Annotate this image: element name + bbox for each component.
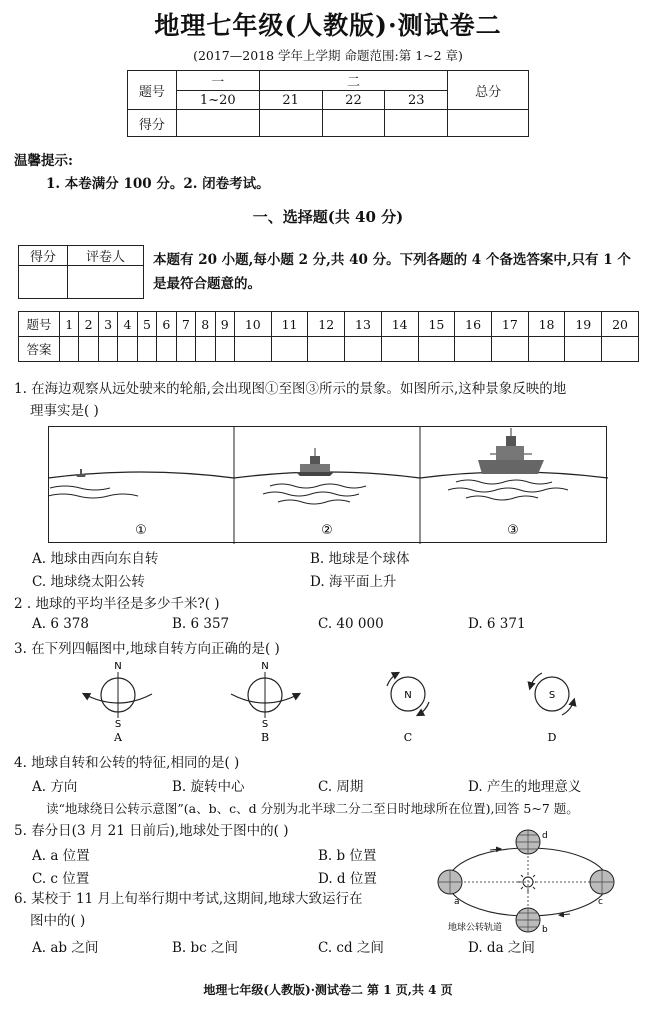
grader-reviewer-label: 评卷人 xyxy=(68,246,144,266)
answer-table-number: 9 xyxy=(215,312,234,337)
svg-text:A: A xyxy=(114,731,122,744)
answer-cell[interactable] xyxy=(118,337,137,362)
svg-text:C: C xyxy=(403,731,413,744)
answer-table-number: 20 xyxy=(602,312,639,337)
svg-text:N: N xyxy=(114,661,122,672)
answer-table-number: 15 xyxy=(418,312,455,337)
answer-table-number: 12 xyxy=(308,312,345,337)
q4-option-b[interactable]: B. 旋转中心 xyxy=(172,779,245,795)
rotation-figure-d[interactable] xyxy=(530,673,574,744)
score-table-group2: 二 xyxy=(259,71,447,91)
tips-heading: 温馨提示: xyxy=(14,153,73,169)
earth-icon xyxy=(438,870,462,894)
panel-label-1: ① xyxy=(135,523,147,538)
answer-table-number: 6 xyxy=(157,312,176,337)
score-table-group1: 一 xyxy=(176,71,259,91)
answer-table-number: 7 xyxy=(176,312,195,337)
grader-reviewer-cell[interactable] xyxy=(68,266,144,299)
orbit-position-d: d xyxy=(542,831,548,841)
svg-text:N: N xyxy=(404,690,412,701)
answer-table-number: 18 xyxy=(528,312,565,337)
q5-option-a[interactable]: A. a 位置 xyxy=(32,848,90,864)
answer-cell[interactable] xyxy=(528,337,565,362)
answer-cell[interactable] xyxy=(308,337,345,362)
grader-score-cell[interactable] xyxy=(19,266,68,299)
answer-cell[interactable] xyxy=(215,337,234,362)
answer-cell[interactable] xyxy=(79,337,98,362)
q6-option-c[interactable]: C. cd 之间 xyxy=(318,940,384,956)
score-cell[interactable] xyxy=(448,110,529,137)
answer-cell[interactable] xyxy=(491,337,528,362)
q6-option-d[interactable]: D. da 之间 xyxy=(468,940,535,956)
q5-option-b[interactable]: B. b 位置 xyxy=(318,848,377,864)
section-title: 一、选择题(共 40 分) xyxy=(252,208,404,226)
answer-table-number: 2 xyxy=(79,312,98,337)
ship-icon xyxy=(76,469,86,477)
q1-option-d[interactable]: D. 海平面上升 xyxy=(310,574,397,590)
figure-panel-1 xyxy=(48,469,234,498)
answer-table-number-label: 题号 xyxy=(19,312,60,337)
svg-text:N: N xyxy=(261,661,269,672)
q4-option-a[interactable]: A. 方向 xyxy=(32,779,78,795)
score-table-score-label: 得分 xyxy=(128,110,177,137)
score-table-total: 总分 xyxy=(448,71,529,110)
answer-cell[interactable] xyxy=(60,337,79,362)
answer-cell[interactable] xyxy=(565,337,602,362)
answer-cell[interactable] xyxy=(176,337,195,362)
orbit-position-c: c xyxy=(598,897,603,907)
answer-cell[interactable] xyxy=(157,337,176,362)
svg-text:S: S xyxy=(114,719,122,730)
panel-label-2: ② xyxy=(321,523,333,538)
answer-cell[interactable] xyxy=(602,337,639,362)
figure-panel-2 xyxy=(234,448,420,504)
answer-table-number: 17 xyxy=(491,312,528,337)
page-subtitle: (2017—2018 学年上学期 命题范围:第 1~2 章) xyxy=(193,48,463,63)
svg-text:B: B xyxy=(260,731,270,744)
q1-option-a[interactable]: A. 地球由西向东自转 xyxy=(32,551,159,567)
figure-panel-3 xyxy=(420,428,608,500)
grader-box xyxy=(18,245,144,299)
q2-option-b[interactable]: B. 6 357 xyxy=(172,616,230,632)
answer-cell[interactable] xyxy=(196,337,215,362)
q6-option-a[interactable]: A. ab 之间 xyxy=(32,940,99,956)
page-footer: 地理七年级(人教版)·测试卷二 第 1 页,共 4 页 xyxy=(203,983,453,997)
answer-cell[interactable] xyxy=(418,337,455,362)
reading-note: 读“地球绕日公转示意图”(a、b、c、d 分别为北半球二分二至日时地球所在位置),回答 5~7 题。 xyxy=(46,801,579,816)
q4-option-c[interactable]: C. 周期 xyxy=(318,779,364,795)
answer-table-number: 16 xyxy=(455,312,492,337)
q2-option-a[interactable]: A. 6 378 xyxy=(32,616,89,632)
answer-table-number: 1 xyxy=(60,312,79,337)
question-5-stem: 5. 春分日(3 月 21 日前后),地球处于图中的( ) xyxy=(14,823,289,839)
rotation-figure-a[interactable] xyxy=(84,661,152,744)
answer-cell[interactable] xyxy=(98,337,117,362)
earth-icon xyxy=(516,908,540,932)
q2-option-d[interactable]: D. 6 371 xyxy=(468,616,526,632)
score-table-subcol: 21 xyxy=(259,91,322,110)
svg-text:D: D xyxy=(547,731,557,744)
answer-table-number: 19 xyxy=(565,312,602,337)
answer-cell[interactable] xyxy=(271,337,308,362)
answer-table-number: 13 xyxy=(345,312,382,337)
q6-option-b[interactable]: B. bc 之间 xyxy=(172,940,238,956)
score-cell[interactable] xyxy=(176,110,259,137)
earth-icon xyxy=(516,830,540,854)
score-table-item-label: 题号 xyxy=(128,71,177,110)
answer-cell[interactable] xyxy=(234,337,271,362)
answer-cell[interactable] xyxy=(345,337,382,362)
answer-table-number: 11 xyxy=(271,312,308,337)
question-3-stem: 3. 在下列四幅图中,地球自转方向正确的是( ) xyxy=(14,641,280,657)
score-cell[interactable] xyxy=(259,110,322,137)
q1-option-c[interactable]: C. 地球绕太阳公转 xyxy=(32,574,145,590)
score-table xyxy=(127,70,529,137)
svg-text:S: S xyxy=(261,719,269,730)
page-title: 地理七年级(人教版)·测试卷二 xyxy=(154,11,502,40)
answer-table-number: 3 xyxy=(98,312,117,337)
q5-option-d[interactable]: D. d 位置 xyxy=(318,871,377,887)
score-table-subcol: 1~20 xyxy=(176,91,259,110)
question-4-stem: 4. 地球自转和公转的特征,相同的是( ) xyxy=(14,755,240,771)
ship-icon xyxy=(296,448,334,476)
q4-option-d[interactable]: D. 产生的地理意义 xyxy=(468,779,582,795)
ship-icon xyxy=(478,428,544,474)
q5-option-c[interactable]: C. c 位置 xyxy=(32,871,90,887)
q1-option-b[interactable]: B. 地球是个球体 xyxy=(310,551,410,567)
answer-cell[interactable] xyxy=(381,337,418,362)
rotation-figure-c[interactable] xyxy=(387,673,429,744)
rotation-figure-b[interactable] xyxy=(231,661,299,744)
answer-table-number: 14 xyxy=(381,312,418,337)
score-cell[interactable] xyxy=(385,110,448,137)
tips-text: 1. 本卷满分 100 分。2. 闭卷考试。 xyxy=(46,176,270,192)
orbit-label: 地球公转轨道 xyxy=(448,923,503,933)
answer-table-number: 8 xyxy=(196,312,215,337)
question-1-stem: 1. 在海边观察从远处驶来的轮船,会出现图①至图③所示的景象。如图所示,这种景象反映的地 理事实是( ) xyxy=(14,381,567,419)
svg-text:S: S xyxy=(548,690,556,701)
score-table-subcol: 23 xyxy=(385,91,448,110)
panel-label-3: ③ xyxy=(507,523,519,538)
question-6-stem: 6. 某校于 11 月上旬举行期中考试,这期间,地球大致运行在 图中的( ) xyxy=(14,891,363,929)
answer-table-number: 10 xyxy=(234,312,271,337)
score-table-subcol: 22 xyxy=(322,91,385,110)
answer-cell[interactable] xyxy=(455,337,492,362)
grader-score-label: 得分 xyxy=(19,246,68,266)
orbit-position-a: a xyxy=(454,897,460,907)
earth-orbit-figure xyxy=(430,826,630,938)
rotation-figures xyxy=(60,660,600,748)
answer-table xyxy=(18,311,639,362)
q2-option-c[interactable]: C. 40 000 xyxy=(318,616,384,632)
orbit-position-b: b xyxy=(542,925,548,935)
question-2-stem: 2 . 地球的平均半径是多少千米?( ) xyxy=(14,596,220,612)
answer-table-number: 4 xyxy=(118,312,137,337)
answer-table-number: 5 xyxy=(137,312,156,337)
earth-icon xyxy=(590,870,614,894)
score-cell[interactable] xyxy=(322,110,385,137)
answer-cell[interactable] xyxy=(137,337,156,362)
answer-table-answer-label: 答案 xyxy=(19,337,60,362)
ship-figure xyxy=(48,426,608,544)
section-instruction: 本题有 20 小题,每小题 2 分,共 40 分。下列各题的 4 个备选答案中,只有 1 个是最符合题意的。 xyxy=(153,252,631,292)
